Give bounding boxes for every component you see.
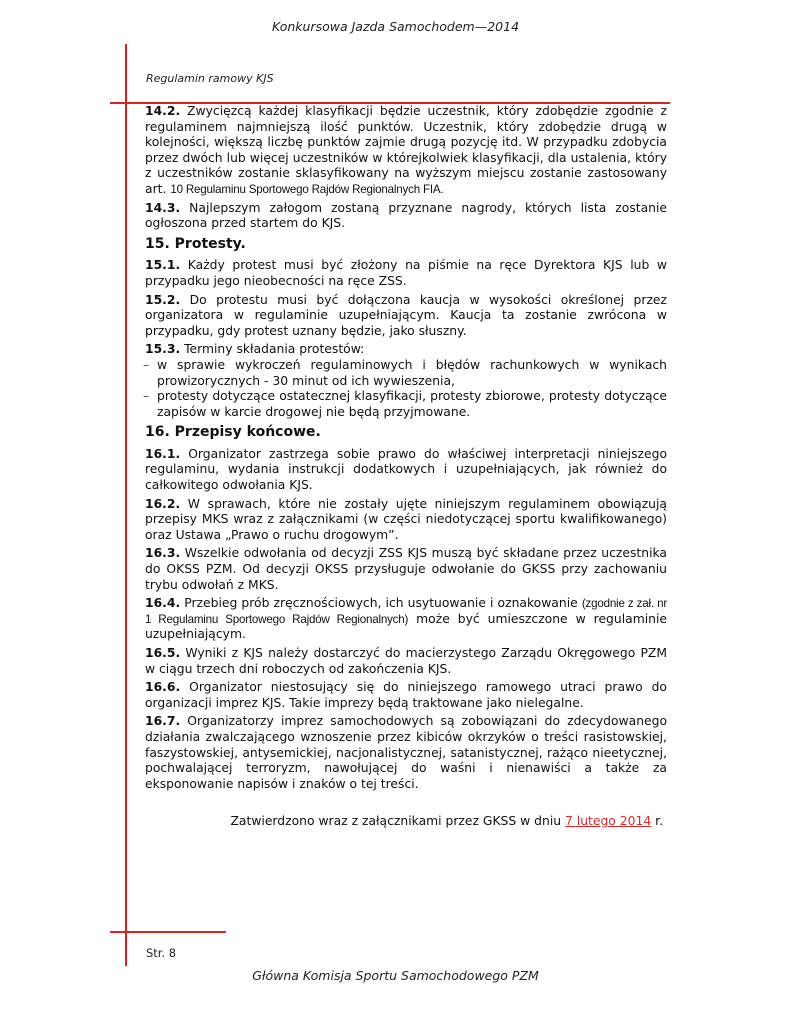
paragraph-text: Wyniki z KJS należy dostarczyć do macierzystego Zarządu Okręgowego PZM w ciągu trzech dni roboczych od zakończenia KJS. xyxy=(145,646,667,676)
protest-deadlines-list xyxy=(145,358,667,420)
paragraph-16-7 xyxy=(145,714,667,792)
section-number: 16.5. xyxy=(145,646,181,660)
section-number: 16.1. xyxy=(145,446,181,461)
paragraph-text: Najlepszym załogom zostaną przyznane nagrody, których lista zostanie ogłoszona przed startem do KJS. xyxy=(145,200,667,231)
regulation-reference: 10 Regulaminu Sportowego Rajdów Regionalnych FIA. xyxy=(170,182,444,196)
paragraph-15-2 xyxy=(145,293,667,340)
heading-section-16: 16. Przepisy końcowe. xyxy=(145,424,321,441)
paragraph-text: Każdy protest musi być złożony na piśmie na ręce Dyrektora KJS lub w przypadku jego nieobecności na ręce ZSS. xyxy=(145,258,667,288)
paragraph-16-3 xyxy=(145,546,667,593)
paragraph-16-2 xyxy=(145,497,667,544)
margin-vertical-rule xyxy=(125,44,127,966)
section-number: 16.2. xyxy=(145,496,181,511)
footer-horizontal-rule xyxy=(110,931,226,933)
document-footer: Główna Komisja Sportu Samochodowego PZM xyxy=(252,968,539,983)
paragraph-16-1 xyxy=(145,447,667,494)
list-item: – protesty dotyczące ostatecznej klasyfikacji, protesty zbiorowe, protesty dotyczące zapisów w karcie drogowej nie będą przyjmowane. xyxy=(143,389,667,420)
section-number: 14.2. xyxy=(145,104,181,118)
paragraph-text: Przebieg prób zręcznościowych, ich usytuowanie i oznakowanie xyxy=(180,596,582,611)
approval-date-link[interactable]: 7 lutego 2014 xyxy=(565,814,652,829)
paragraph-text: Organizator zastrzega sobie prawo do właściwej interpretacji niniejszego regulaminu, wydania instrukcji dodatkowych i uzupełniających, jak również do całkowitego odwołania KJS. xyxy=(145,446,667,493)
section-number: 16.6. xyxy=(145,680,181,695)
section-number: 15.3. xyxy=(145,342,181,357)
paragraph-14-3 xyxy=(145,201,667,232)
paragraph-text: Terminy składania protestów: xyxy=(180,342,365,357)
paragraph-text: W sprawach, które nie zostały ujęte niniejszym regulaminem obowiązują przepisy MKS wraz z załącznikami (w części niedotyczącej sportu kwalifikowanego) oraz Ustawa „Prawo o ruchu drogowym”. xyxy=(145,496,667,542)
paragraph-16-6 xyxy=(145,680,667,711)
paragraph-text: Zwycięzcą każdej klasyfikacji będzie uczestnik, który zdobędzie zgodnie z regulaminem najmniejszą ilość punktów. Uczestnik, który zdobędzie drugą w kolejności, większą liczbę punktów zajmie drugą pozycję itd. W przypadku zdobycia przez dwóch lub więcej uczestników w którejkolwiek klasyfikacji, dla ustalenia, który z uczestników zostanie sklasyfikowany na wyższym miejscu zostanie zastosowany art. xyxy=(145,104,667,196)
paragraph-16-5 xyxy=(145,646,667,677)
section-number: 14.3. xyxy=(145,200,181,215)
page-number: Str. 8 xyxy=(146,946,177,960)
document-body xyxy=(145,104,667,830)
section-number: 15.1. xyxy=(145,258,181,273)
document-subtitle: Regulamin ramowy KJS xyxy=(146,72,274,85)
paragraph-text: może być umieszczone w regulaminie uzupełniającym. xyxy=(145,611,667,642)
paragraph-text: Wszelkie odwołania od decyzji ZSS KJS muszą być składane przez uczestnika do OKSS PZM. Od decyzji OKSS przysługuje odwołanie do GKSS przy zachowaniu trybu odwołań z MKS. xyxy=(145,546,667,592)
paragraph-text: Organizatorzy imprez samochodowych są zobowiązani do zdecydowanego działania zwalczającego wznoszenie przez kibiców okrzyków o treści rasistowskiej, faszystowskiej, antysemickiej, nacjonalistycznej, satanistycznej, rażąco nieetycznej, pochwalającej terroryzm, nawołującej do waśni i nienawiści a także za eksponowanie napisów i znaków o tej treści. xyxy=(145,714,667,791)
paragraph-16-4 xyxy=(145,596,667,643)
list-item: – w sprawie wykroczeń regulaminowych i błędów rachunkowych w wynikach prowizorycznych - 30 minut od ich wywieszenia, xyxy=(143,358,667,389)
approval-statement xyxy=(145,814,667,830)
section-number: 16.7. xyxy=(145,714,181,729)
document-header-title: Konkursowa Jazda Samochodem—2014 xyxy=(271,19,520,34)
approval-suffix: r. xyxy=(651,814,663,829)
regulation-reference: (zgodnie z zał. nr 1 Regulaminu Sportowego Rajdów Regionalnych) xyxy=(145,597,667,626)
section-number: 15.2. xyxy=(145,292,181,307)
paragraph-15-3 xyxy=(145,342,667,358)
paragraph-15-1 xyxy=(145,258,667,289)
paragraph-14-2 xyxy=(145,104,667,198)
approval-text: Zatwierdzono wraz z załącznikami przez GKSS w dniu xyxy=(230,814,565,829)
paragraph-text: Organizator niestosujący się do niniejszego ramowego utraci prawo do organizacji imprez KJS. Takie imprezy będą traktowane jako nielegalne. xyxy=(145,680,667,710)
section-number: 16.4. xyxy=(145,596,181,611)
paragraph-text: Do protestu musi być dołączona kaucja w wysokości określonej przez organizatora w regulaminie uzupełniającym. Kaucja ta zostanie zwrócona w przypadku, gdy protest uznany będzie, jako słuszny. xyxy=(145,292,667,338)
heading-section-15: 15. Protesty. xyxy=(145,235,246,252)
section-number: 16.3. xyxy=(145,546,181,561)
